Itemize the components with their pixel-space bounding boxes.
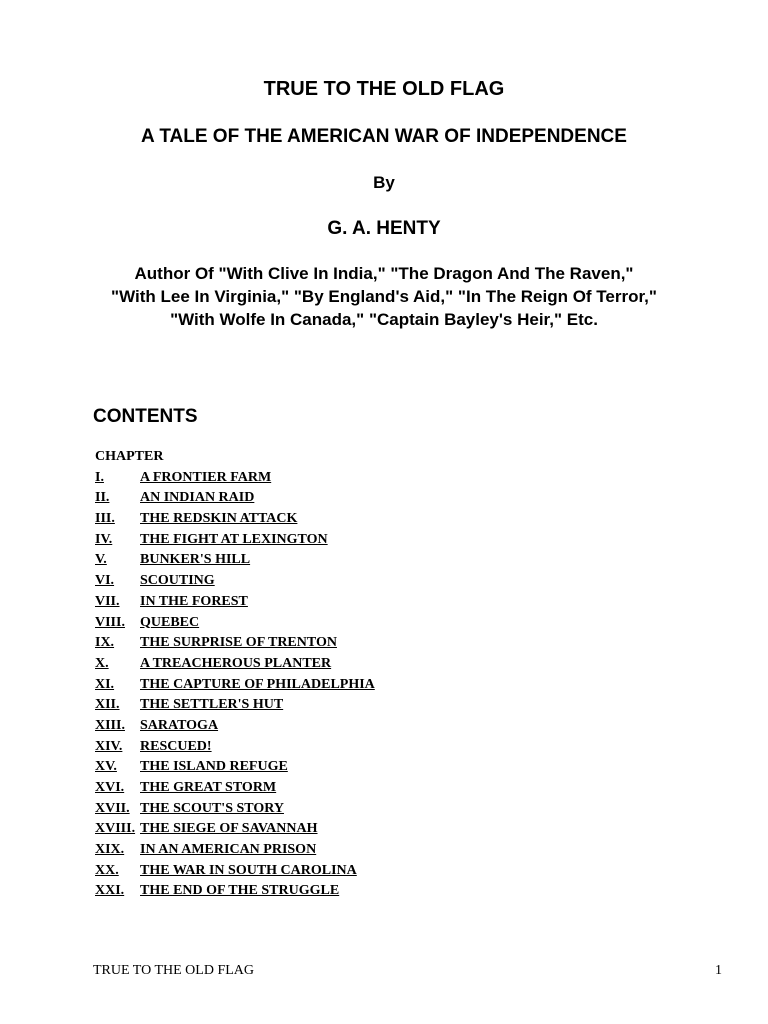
chapter-link-row[interactable] [95, 799, 284, 820]
chapter-title-link[interactable]: THE FIGHT AT LEXINGTON [140, 531, 328, 547]
chapter-title-link[interactable]: THE WAR IN SOUTH CAROLINA [140, 862, 357, 878]
chapter-link-row[interactable] [95, 550, 251, 571]
table-of-contents [95, 447, 375, 902]
chapter-column-header: CHAPTER [95, 449, 164, 464]
chapter-title-link[interactable]: THE CAPTURE OF PHILADELPHIA [140, 676, 375, 692]
chapter-link-row[interactable] [95, 778, 277, 799]
chapter-title-link[interactable]: A TREACHEROUS PLANTER [140, 655, 332, 671]
chapter-title-link[interactable]: RESCUED! [140, 738, 212, 754]
chapter-title-link[interactable]: THE REDSKIN ATTACK [140, 511, 298, 527]
chapter-title-link[interactable]: IN THE FOREST [140, 593, 248, 609]
chapter-number-link[interactable]: VI. [95, 573, 115, 589]
book-by-line: By [373, 173, 395, 192]
contents-heading: CONTENTS [93, 406, 198, 427]
chapter-title-link[interactable]: THE ISLAND REFUGE [140, 759, 288, 775]
author-credits-line: "With Lee In Virginia," "By England's Aid," "In The Reign Of Terror," [111, 287, 657, 306]
chapter-link-row[interactable] [95, 468, 272, 489]
chapter-number-link[interactable]: XVII. [95, 800, 130, 816]
chapter-number-link[interactable]: IX. [95, 635, 115, 651]
chapter-link-row[interactable] [95, 654, 332, 675]
chapter-title-link[interactable]: QUEBEC [140, 614, 200, 630]
chapter-title-link[interactable]: IN AN AMERICAN PRISON [140, 842, 317, 858]
chapter-title-link[interactable]: THE GREAT STORM [140, 780, 277, 795]
chapter-link-row[interactable] [95, 613, 200, 634]
chapter-title-link[interactable]: THE SIEGE OF SAVANNAH [140, 821, 318, 837]
chapter-title-link[interactable]: THE SETTLER'S HUT [140, 697, 284, 713]
chapter-link-row[interactable] [95, 509, 298, 530]
chapter-number-link[interactable]: VIII. [95, 614, 125, 630]
chapter-title-link[interactable]: A FRONTIER FARM [140, 469, 272, 485]
chapter-number-link[interactable]: XVI. [95, 780, 125, 795]
chapter-number-link[interactable]: II. [95, 490, 110, 506]
chapter-number-link[interactable]: XIX. [95, 842, 125, 858]
chapter-title-link[interactable]: THE SURPRISE OF TRENTON [140, 635, 337, 651]
chapter-link-row[interactable] [95, 840, 317, 861]
chapter-number-link[interactable]: XX. [95, 862, 119, 878]
chapter-number-link[interactable]: I. [95, 469, 104, 485]
page-number: 1 [715, 963, 722, 978]
author-credits [0, 262, 768, 331]
chapter-number-link[interactable]: XVIII. [95, 821, 136, 837]
chapter-title-link[interactable]: THE END OF THE STRUGGLE [140, 883, 340, 899]
chapter-link-row[interactable] [95, 716, 219, 737]
chapter-list [95, 468, 375, 902]
chapter-link-row[interactable] [95, 530, 328, 551]
chapter-number-link[interactable]: XI. [95, 676, 115, 692]
chapter-number-link[interactable]: III. [95, 511, 115, 527]
footer-title: TRUE TO THE OLD FLAG [93, 963, 254, 978]
book-subtitle: A TALE OF THE AMERICAN WAR OF INDEPENDENCE [141, 126, 627, 147]
author-credits-line: "With Wolfe In Canada," "Captain Bayley's Heir," Etc. [170, 310, 598, 329]
chapter-link-row[interactable] [95, 819, 318, 840]
chapter-title-link[interactable]: THE SCOUT'S STORY [140, 800, 284, 816]
chapter-number-link[interactable]: XIII. [95, 717, 125, 733]
chapter-title-link[interactable]: SARATOGA [140, 717, 219, 733]
chapter-number-link[interactable]: VII. [95, 593, 120, 609]
chapter-number-link[interactable]: IV. [95, 531, 113, 547]
chapter-title-link[interactable]: BUNKER'S HILL [140, 552, 251, 568]
chapter-link-row[interactable] [95, 861, 357, 882]
chapter-link-row[interactable] [95, 695, 284, 716]
chapter-link-row[interactable] [95, 571, 215, 592]
chapter-number-link[interactable]: XIV. [95, 738, 123, 754]
chapter-title-link[interactable]: SCOUTING [140, 573, 215, 589]
book-title: TRUE TO THE OLD FLAG [263, 78, 505, 100]
chapter-link-row[interactable] [95, 881, 340, 902]
chapter-link-row[interactable] [95, 675, 375, 696]
chapter-link-row[interactable] [95, 592, 248, 613]
book-author: G. A. HENTY [327, 218, 441, 239]
chapter-link-row[interactable] [95, 488, 255, 509]
chapter-number-link[interactable]: XII. [95, 697, 120, 713]
chapter-number-link[interactable]: XXI. [95, 883, 125, 899]
chapter-number-link[interactable]: XV. [95, 759, 117, 775]
author-credits-line: Author Of "With Clive In India," "The Dragon And The Raven," [134, 264, 634, 283]
chapter-title-link[interactable]: AN INDIAN RAID [140, 490, 255, 506]
chapter-link-row[interactable] [95, 633, 337, 654]
chapter-number-link[interactable]: V. [95, 552, 107, 568]
chapter-link-row[interactable] [95, 737, 212, 758]
chapter-link-row[interactable] [95, 757, 288, 778]
chapter-number-link[interactable]: X. [95, 655, 109, 671]
